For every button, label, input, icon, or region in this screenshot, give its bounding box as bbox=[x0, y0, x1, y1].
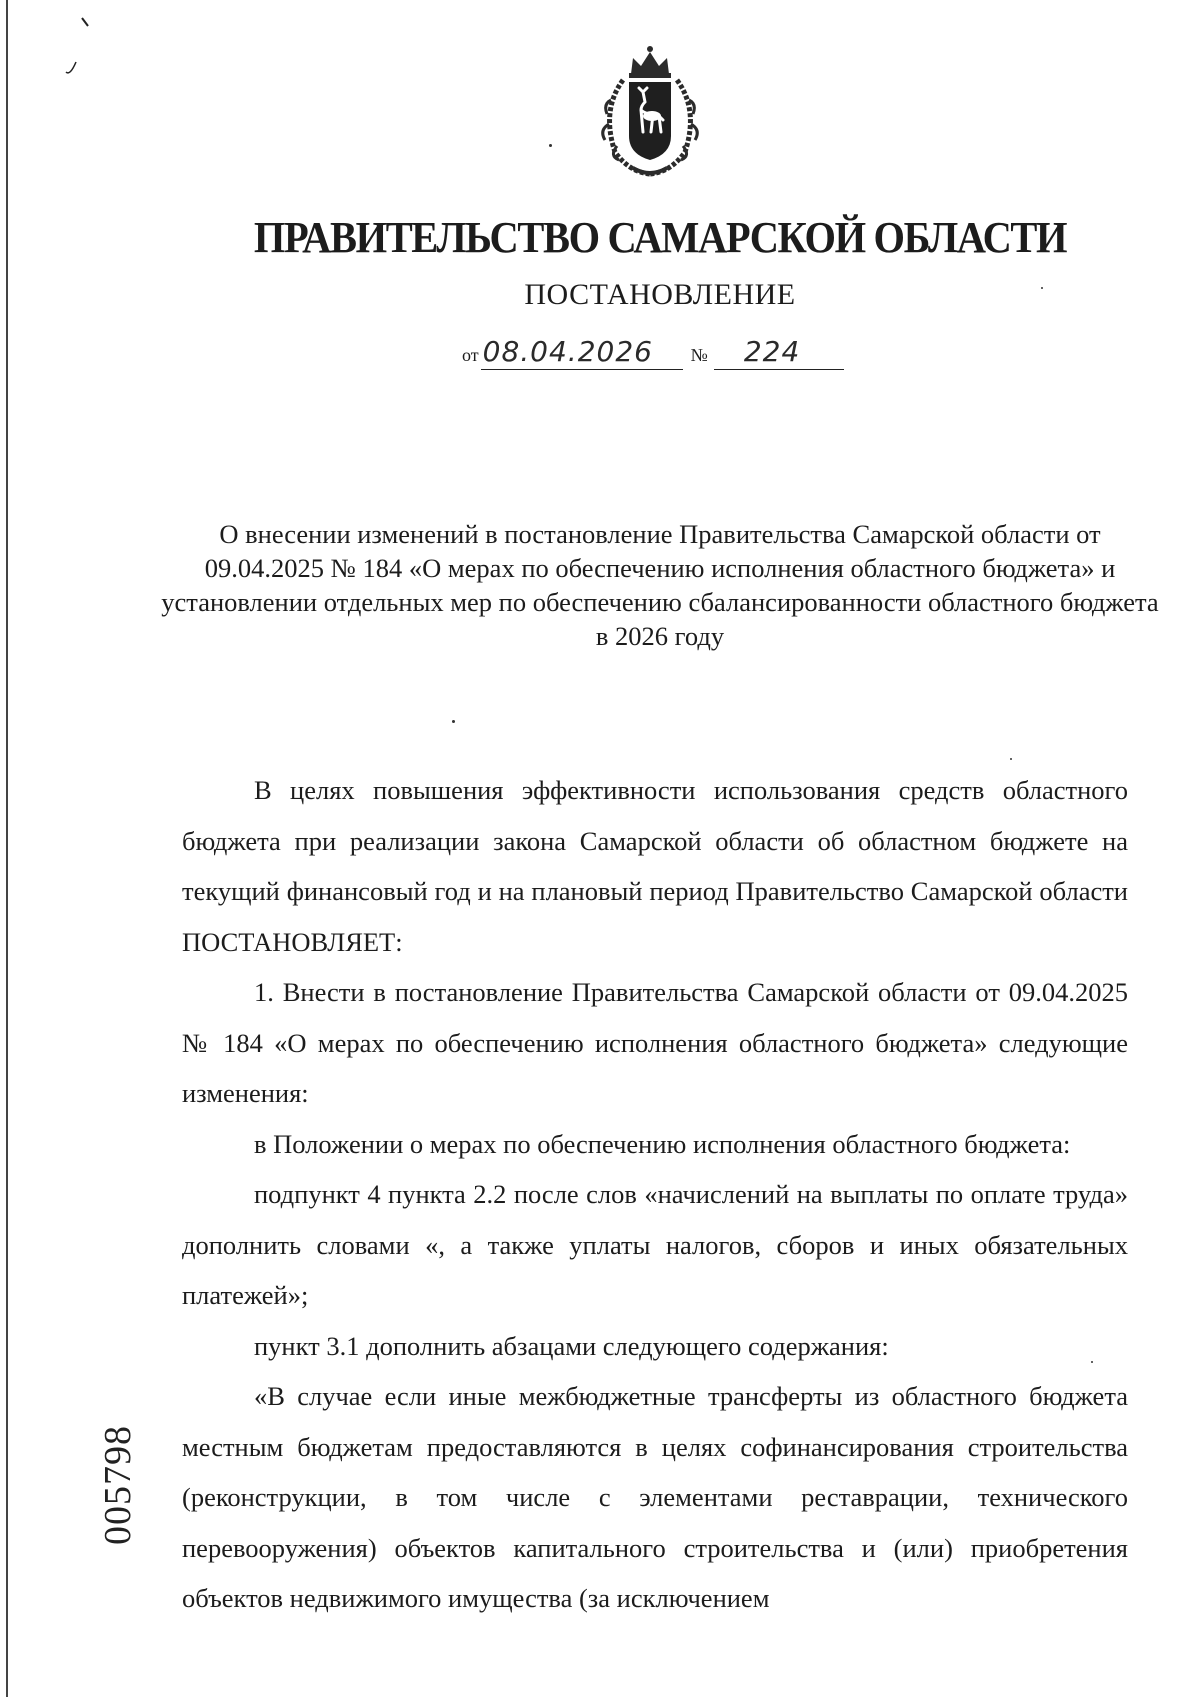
handwritten-number: 224 bbox=[714, 335, 844, 370]
document-subject: О внесении изменений в постановление Правительства Самарской области от 09.04.2025 № 184 «О мерах по обеспечению исполнения областного бюджета» и установлении отдельных мер по обеспечению сбалансированности областного бюджета в 2026 году bbox=[161, 519, 1159, 651]
body-paragraph: в Положении о мерах по обеспечению исполнения областного бюджета: bbox=[254, 1128, 1071, 1159]
scan-speck bbox=[1010, 758, 1012, 760]
page-edge-line bbox=[6, 0, 8, 1697]
scan-speck bbox=[1041, 287, 1043, 289]
body-paragraph: пункт 3.1 дополнить абзацами следующего содержания: bbox=[254, 1330, 889, 1361]
organization-title: ПРАВИТЕЛЬСТВО САМАРСКОЙ ОБЛАСТИ bbox=[253, 213, 1067, 262]
body-paragraph: «В случае если иные межбюджетные трансферты из областного бюджета местным бюджетам предоставляются в целях софинансирования строительства (реконструкции, в том числе с элементами реставрации, технического перевооружения) объектов капитального строительства и (или) приобретения объектов недвижимого имущества (за исключением bbox=[182, 1381, 1128, 1613]
body-paragraph: В целях повышения эффективности использования средств областного бюджета при реализации закона Самарской области об областном бюджете на текущий финансовый год и на плановый период Правительство Самарской области ПОСТАНОВЛЯЕТ: bbox=[182, 775, 1128, 957]
number-label: № bbox=[690, 345, 708, 365]
date-number-line bbox=[462, 330, 844, 370]
document-type: ПОСТАНОВЛЕНИЕ bbox=[524, 278, 796, 311]
scan-speck bbox=[452, 720, 455, 723]
body-paragraph: подпункт 4 пункта 2.2 после слов «начислений на выплаты по оплате труда» дополнить словами «, а также уплаты налогов, сборов и иных обязательных платежей»; bbox=[182, 1179, 1128, 1310]
handwritten-date: 08.04.2026 bbox=[481, 335, 683, 370]
coat-of-arms-icon bbox=[593, 40, 707, 180]
body-paragraph: 1. Внести в постановление Правительства Самарской области от 09.04.2025 № 184 «О мерах по обеспечению исполнения областного бюджета» следующие изменения: bbox=[182, 977, 1128, 1108]
scan-speck bbox=[1091, 1361, 1093, 1363]
scan-speck bbox=[549, 144, 552, 147]
registration-number-stamp: 005798 bbox=[97, 1425, 139, 1545]
date-label: от bbox=[462, 345, 479, 365]
pen-mark-icon bbox=[60, 14, 100, 84]
document-body bbox=[182, 765, 1128, 1624]
